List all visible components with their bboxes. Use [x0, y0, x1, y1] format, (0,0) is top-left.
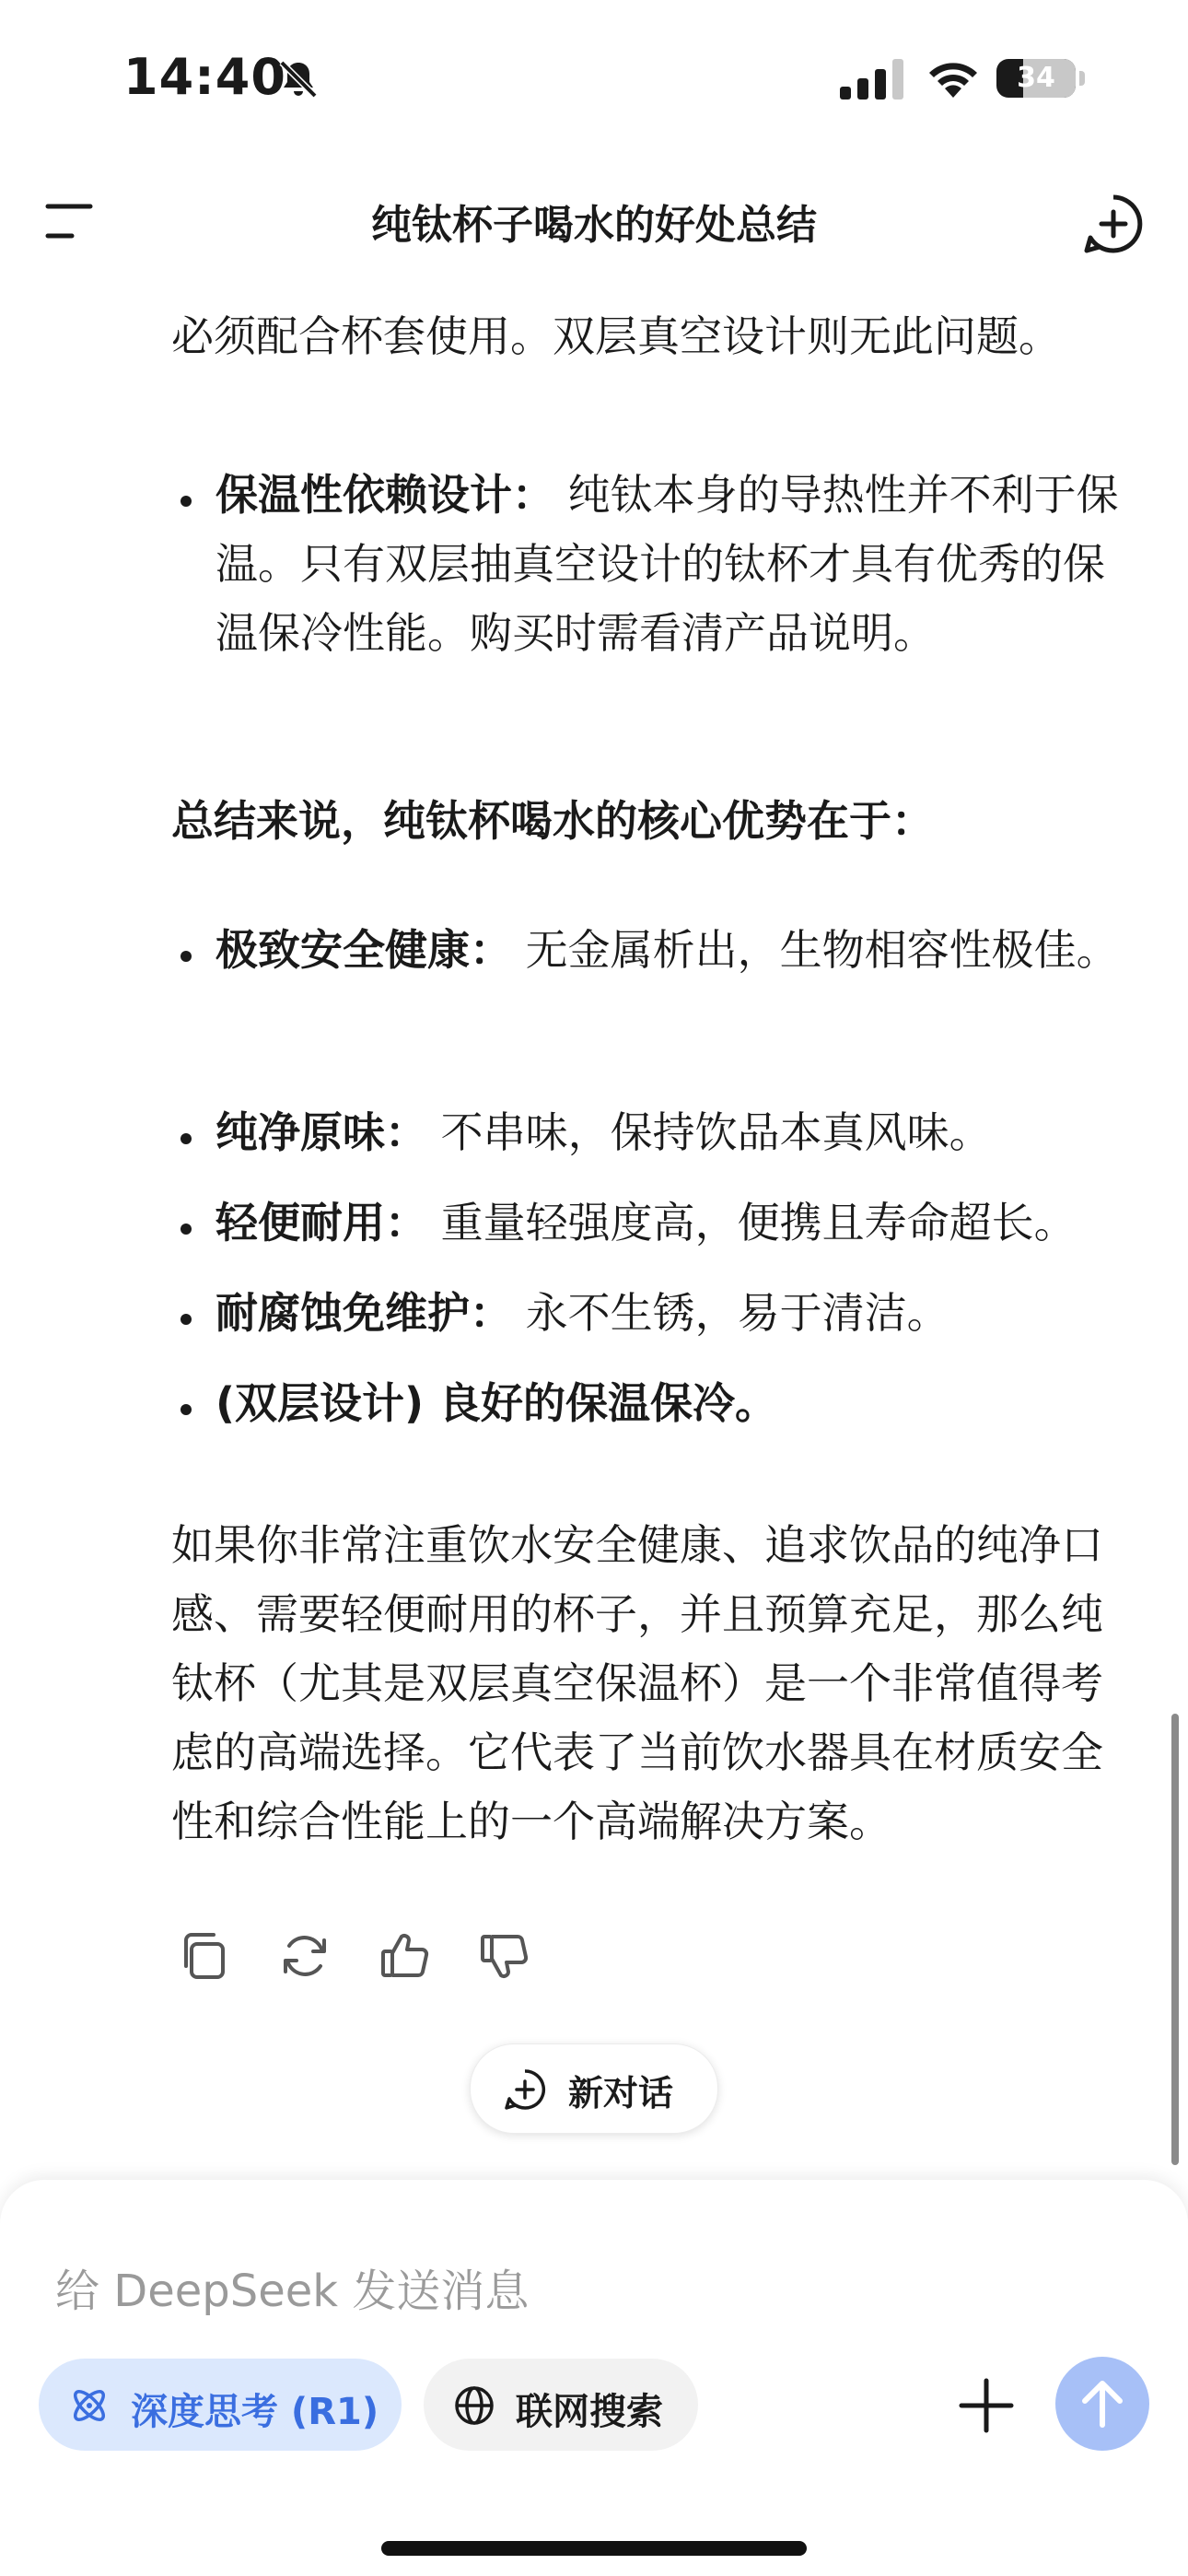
web-search-toggle[interactable] — [424, 2359, 698, 2451]
cellular-signal-icon — [840, 59, 904, 100]
deep-think-toggle[interactable] — [39, 2359, 402, 2451]
list-item-text: 永不生锈，易于清洁。 — [525, 1288, 949, 1338]
message-partial-line: 必须配合杯套使用。双层真空设计则无此问题。 — [171, 311, 1061, 361]
home-indicator[interactable] — [381, 2541, 807, 2556]
list-item-label: 极致安全健康： — [215, 925, 512, 975]
list-item — [215, 1369, 1146, 1438]
thumbs-down-icon[interactable] — [477, 1929, 530, 1983]
list-item-text: 无金属析出，生物相容性极佳。 — [525, 925, 1119, 975]
bullet-dot — [181, 1314, 192, 1325]
bullet-dot — [181, 951, 192, 962]
list-item — [215, 1188, 1182, 1258]
chat-title: 纯钛杯子喝水的好处总结 — [371, 202, 817, 249]
plus-icon[interactable] — [958, 2377, 1015, 2434]
list-item-text: 重量轻强度高，便携且寿命超长。 — [440, 1198, 1077, 1247]
bullet-dot — [181, 1224, 192, 1235]
input-panel — [0, 2180, 1188, 2576]
list-item-label: 耐腐蚀免维护： — [215, 1288, 512, 1338]
atom-icon — [68, 2384, 111, 2427]
list-item-label: 轻便耐用： — [215, 1198, 427, 1247]
bullet-dot — [181, 1404, 192, 1415]
list-item — [215, 1279, 1146, 1348]
status-time: 14:40 — [123, 48, 286, 106]
conclusion-paragraph: 如果你非常注重饮水安全健康、追求饮品的纯净口感、需要轻便耐用的杯子，并且预算充足，那么纯钛杯（尤其是双层真空保温杯）是一个非常值得考虑的高端选择。它代表了当前饮水器具在材质安全性和综合性能上的一个高端解决方案。 — [171, 1520, 1103, 1846]
list-item — [215, 1098, 1146, 1167]
scrollbar[interactable] — [1171, 1714, 1179, 2165]
status-bar — [0, 0, 1188, 157]
message-input[interactable]: 给 DeepSeek 发送消息 — [55, 2266, 530, 2317]
bullet-dot — [181, 1133, 192, 1144]
deep-think-label: 深度思考 (R1) — [131, 2391, 379, 2433]
send-button[interactable] — [1055, 2357, 1149, 2451]
summary-heading: 总结来说，纯钛杯喝水的核心优势在于： — [171, 796, 934, 846]
copy-icon[interactable] — [177, 1929, 230, 1983]
app-header — [0, 157, 1188, 295]
new-conversation-label: 新对话 — [568, 2073, 674, 2113]
list-item-label: 纯净原味： — [215, 1107, 427, 1157]
regenerate-icon[interactable] — [278, 1929, 332, 1983]
battery-icon — [996, 59, 1076, 98]
list-item-label: 保温性依赖设计： — [215, 470, 554, 520]
battery-tip — [1079, 71, 1085, 86]
battery-level: 34 — [1017, 62, 1055, 94]
list-item — [215, 461, 1146, 668]
list-item-text: 纯钛本身的导热性并不利于保温。只有双层抽真空设计的钛杯才具有优秀的保温保冷性能。购买时需看清产品说明。 — [215, 470, 1119, 658]
thumbs-up-icon[interactable] — [378, 1929, 431, 1983]
menu-icon[interactable] — [42, 199, 96, 245]
list-item — [215, 916, 1146, 985]
list-item-label: (双层设计) 良好的保温保冷。 — [215, 1378, 778, 1428]
arrow-up-icon — [1079, 2379, 1125, 2429]
bullet-dot — [181, 496, 192, 507]
globe-icon — [453, 2384, 495, 2427]
bell-off-icon — [276, 57, 320, 101]
web-search-label: 联网搜索 — [516, 2391, 663, 2433]
new-chat-icon[interactable] — [1083, 193, 1144, 254]
wifi-icon — [925, 55, 982, 100]
new-conversation-button[interactable] — [470, 2043, 718, 2134]
list-item-text: 不串味，保持饮品本真风味。 — [440, 1107, 992, 1157]
new-chat-icon — [504, 2068, 546, 2111]
